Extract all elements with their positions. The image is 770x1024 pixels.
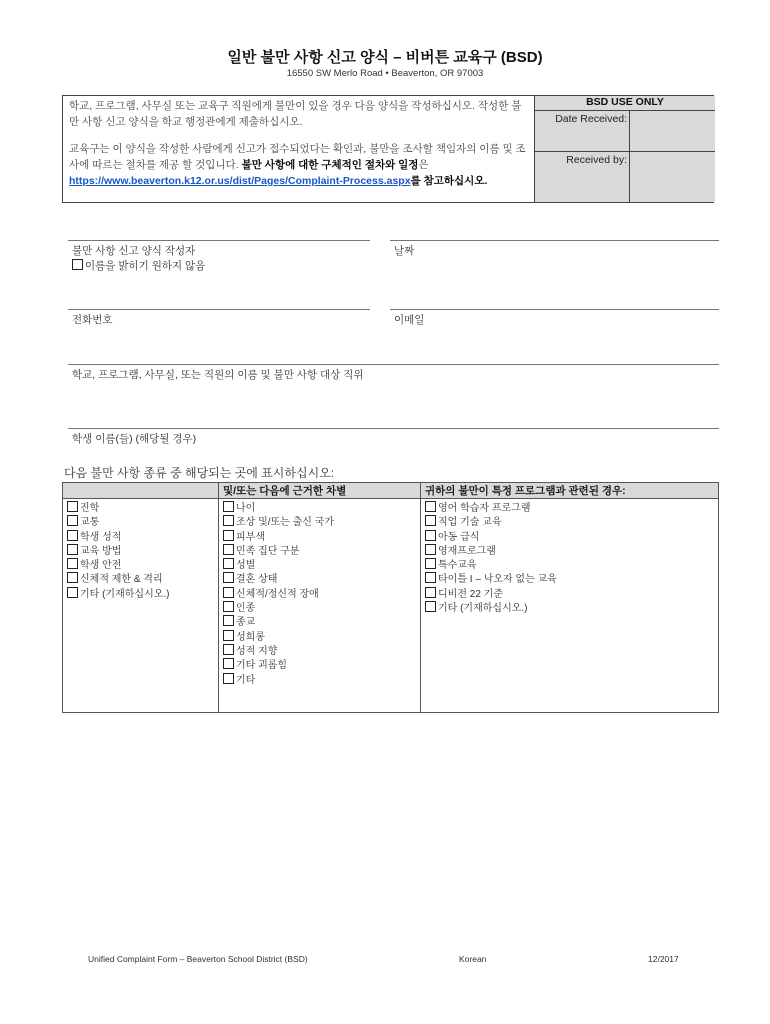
checkbox[interactable] — [425, 501, 436, 512]
option-label: 디비전 22 기준 — [438, 588, 503, 600]
checkbox[interactable] — [67, 530, 78, 541]
option-label: 교통 — [80, 517, 100, 529]
option-label: 성희롱 — [236, 631, 265, 643]
complaint-type-option[interactable] — [219, 615, 420, 629]
info-paragraph-2 — [69, 141, 529, 189]
complaint-type-option[interactable] — [421, 558, 718, 572]
complaint-type-instruction: 다음 불만 사항 종류 중 해당되는 곳에 표시하십시오: — [64, 466, 335, 480]
option-label: 종교 — [236, 617, 256, 629]
option-label: 피부색 — [236, 531, 265, 543]
date-received-label: Date Received: — [555, 113, 627, 125]
checkbox[interactable] — [223, 587, 234, 598]
subject-label: 학교, 프로그램, 사무실, 또는 직원의 이름 및 불만 사항 대상 직위 — [72, 369, 364, 381]
checkbox[interactable] — [223, 630, 234, 641]
checkbox[interactable] — [425, 515, 436, 526]
footer-language: Korean — [459, 954, 487, 964]
option-label: 신체적 제한 & 격리 — [80, 574, 163, 586]
checkbox[interactable] — [223, 673, 234, 684]
date-field[interactable] — [390, 240, 719, 290]
checkbox[interactable] — [223, 515, 234, 526]
complaint-type-option[interactable] — [63, 587, 218, 601]
checkbox[interactable] — [425, 530, 436, 541]
complaint-type-option[interactable] — [63, 530, 218, 544]
footer-date: 12/2017 — [648, 954, 679, 964]
date-label: 날짜 — [394, 245, 415, 257]
option-label: 직업 기술 교육 — [438, 517, 502, 529]
students-field[interactable] — [68, 428, 719, 458]
checkbox[interactable] — [67, 587, 78, 598]
checkbox[interactable] — [67, 558, 78, 569]
column-program — [421, 483, 718, 712]
complaint-type-option[interactable] — [219, 501, 420, 515]
option-label: 기타 — [236, 674, 256, 686]
complaint-type-option[interactable] — [219, 673, 420, 687]
info-box — [62, 95, 714, 203]
page-title: 일반 불만 사항 신고 양식 – 비버튼 교육구 (BSD) — [227, 49, 543, 66]
option-label: 타이틀 I – 낙오자 없는 교육 — [438, 574, 557, 586]
option-label: 학생 안전 — [80, 560, 122, 572]
info-bold-text: 를 참고하십시오. — [410, 175, 488, 187]
complaint-type-option[interactable] — [63, 544, 218, 558]
footer-form-name: Unified Complaint Form – Beaverton School District (BSD) — [88, 954, 308, 964]
anonymous-label: 이름을 밝히기 원하지 않음 — [85, 260, 206, 272]
info-text-part: 은 — [418, 159, 429, 171]
checkbox[interactable] — [223, 558, 234, 569]
district-address: 16550 SW Merlo Road • Beaverton, OR 97003 — [286, 68, 484, 79]
option-label: 영어 학습자 프로그램 — [438, 503, 531, 514]
option-label: 성적 지향 — [236, 645, 278, 657]
column-header — [63, 483, 218, 499]
option-label: 조상 및/또는 출신 국가 — [236, 517, 335, 529]
checkbox[interactable] — [223, 644, 234, 655]
bsd-header: BSD USE ONLY — [535, 96, 715, 111]
info-paragraph-1: 학교, 프로그램, 사무실 또는 교육구 직원에게 불만이 있을 경우 다음 양식을 작성하십시오. 작성한 불만 사항 신고 양식을 학교 행정관에게 제출하십시오. — [69, 100, 522, 128]
complaint-type-option[interactable] — [63, 501, 218, 515]
complainant-field[interactable] — [68, 240, 370, 290]
complaint-type-option[interactable] — [219, 601, 420, 615]
info-bold-text: 불만 사항에 대한 구체적인 절차와 일정 — [241, 159, 419, 171]
complaint-type-option[interactable] — [421, 601, 718, 615]
checkbox[interactable] — [223, 501, 234, 512]
checkbox[interactable] — [67, 572, 78, 583]
option-label: 인종 — [236, 603, 256, 615]
received-by-label: Received by: — [566, 154, 627, 166]
complaint-type-option[interactable] — [219, 630, 420, 644]
students-label: 학생 이름(들) (해당될 경우) — [72, 433, 197, 445]
checkbox[interactable] — [425, 587, 436, 598]
checkbox[interactable] — [223, 544, 234, 555]
complaint-type-option[interactable] — [421, 530, 718, 544]
complaint-type-option[interactable] — [421, 544, 718, 558]
column-header: 귀하의 불만이 특정 프로그램과 관련된 경우: — [421, 483, 718, 499]
email-label: 이메일 — [394, 314, 425, 326]
complaint-type-option[interactable] — [63, 558, 218, 572]
date-received-field[interactable] — [629, 111, 630, 151]
complaint-type-option[interactable] — [219, 530, 420, 544]
option-label: 기타 (기재하십시오.) — [438, 603, 528, 615]
checkbox[interactable] — [223, 530, 234, 541]
complaint-type-option[interactable] — [421, 572, 718, 586]
anonymous-checkbox-row[interactable] — [72, 258, 370, 273]
complaint-type-option[interactable] — [219, 572, 420, 586]
option-label: 아동 급식 — [438, 531, 480, 543]
complaint-type-option[interactable] — [63, 515, 218, 529]
complaint-type-option[interactable] — [219, 658, 420, 672]
checkbox[interactable] — [223, 615, 234, 626]
complaint-type-option[interactable] — [219, 515, 420, 529]
checkbox[interactable] — [425, 601, 436, 612]
checkbox[interactable] — [223, 601, 234, 612]
complaint-type-option[interactable] — [63, 572, 218, 586]
complaint-type-option[interactable] — [421, 501, 718, 515]
complaint-type-option[interactable] — [219, 558, 420, 572]
subject-field[interactable] — [68, 364, 719, 424]
phone-label: 전화번호 — [72, 314, 113, 326]
complaint-type-option[interactable] — [219, 587, 420, 601]
checkbox[interactable] — [67, 501, 78, 512]
complaint-type-option[interactable] — [421, 587, 718, 601]
received-by-field[interactable] — [629, 152, 630, 202]
checkbox[interactable] — [223, 658, 234, 669]
column-general — [63, 483, 219, 712]
checkbox[interactable] — [72, 259, 83, 270]
checkbox[interactable] — [425, 544, 436, 555]
phone-field[interactable] — [68, 309, 370, 359]
checkbox[interactable] — [425, 572, 436, 583]
column-header: 및/또는 다음에 근거한 차별 — [219, 483, 420, 499]
option-label: 교육 방법 — [80, 545, 122, 557]
option-label: 기타 괴롭힘 — [236, 660, 288, 672]
column-discrimination — [219, 483, 421, 712]
option-label: 특수교육 — [438, 560, 477, 572]
option-label: 진학 — [80, 503, 100, 514]
option-label: 신체적/정신적 장애 — [236, 588, 319, 600]
option-label: 나이 — [236, 503, 256, 514]
complaint-type-option[interactable] — [219, 644, 420, 658]
email-field[interactable] — [390, 309, 719, 359]
complaint-type-option[interactable] — [421, 515, 718, 529]
info-text-part: 교육구는 이 양식을 작성한 사람에게 신고가 접수되었다는 확인과, 불만을 조사할 책임자의 이름 및 조사에 따르는 절차를 제공 할 것입니다. — [69, 143, 526, 171]
option-label: 학생 성적 — [80, 531, 122, 543]
info-text — [69, 98, 529, 189]
option-label: 민족 집단 구분 — [236, 545, 300, 557]
option-label: 기타 (기재하십시오.) — [80, 588, 170, 600]
complaint-type-table — [62, 482, 719, 713]
checkbox[interactable] — [425, 558, 436, 569]
bsd-use-only-box — [534, 96, 715, 202]
checkbox[interactable] — [67, 544, 78, 555]
complaint-type-option[interactable] — [219, 544, 420, 558]
option-label: 성별 — [236, 560, 256, 572]
checkbox[interactable] — [67, 515, 78, 526]
complainant-label: 불만 사항 신고 양식 작성자 — [72, 245, 196, 257]
option-label: 영재프로그램 — [438, 545, 496, 557]
checkbox[interactable] — [223, 572, 234, 583]
option-label: 결혼 상태 — [236, 574, 278, 586]
complaint-process-link[interactable]: https://www.beaverton.k12.or.us/dist/Pages/Complaint-Process.aspx — [69, 175, 411, 187]
